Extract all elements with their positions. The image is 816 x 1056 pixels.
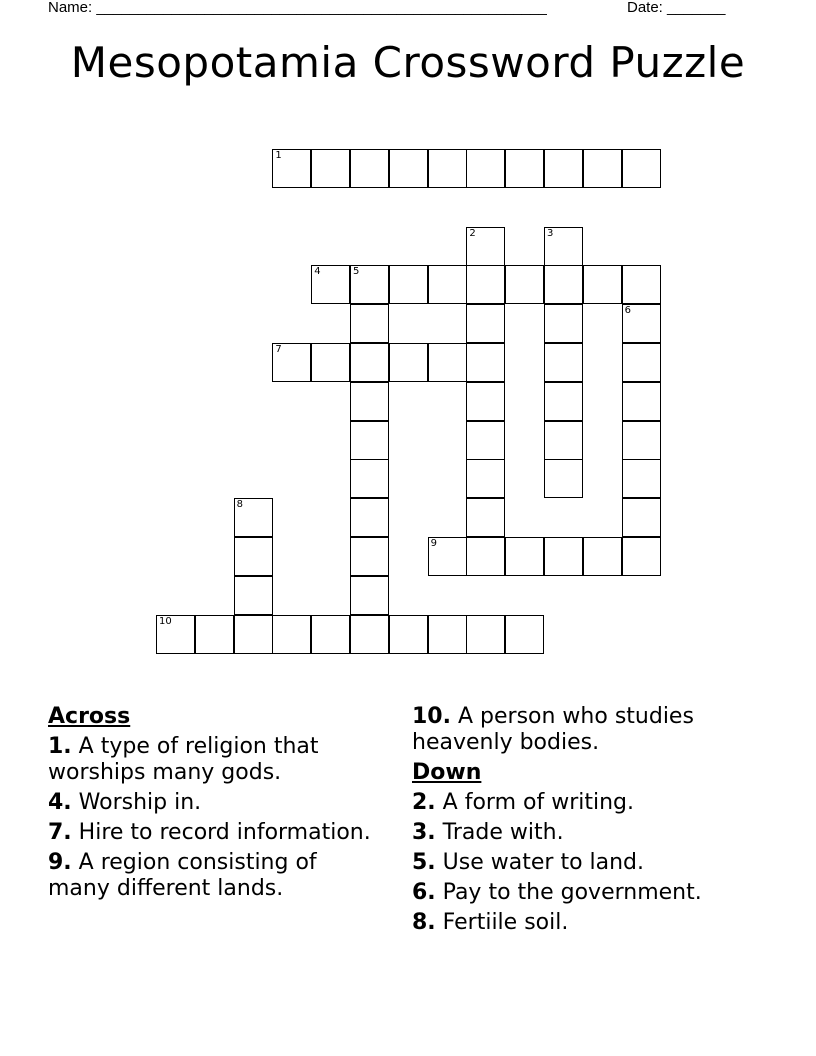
grid-cell[interactable]	[583, 265, 622, 304]
clue-across-9	[48, 850, 378, 902]
grid-cell[interactable]	[428, 265, 467, 304]
clues-left-column	[48, 704, 378, 902]
down-heading: Down	[412, 760, 482, 785]
grid-cell[interactable]	[234, 615, 273, 654]
date-line: Date: _______	[627, 0, 726, 16]
clue-across-7	[48, 820, 378, 846]
clue-text: Pay to the government.	[442, 880, 702, 905]
clue-down-3	[412, 820, 782, 846]
grid-cell[interactable]	[622, 304, 661, 343]
grid-cell[interactable]	[466, 459, 505, 498]
cell-number: 6	[624, 305, 631, 317]
grid-cell[interactable]	[622, 421, 661, 460]
grid-cell[interactable]	[350, 615, 389, 654]
grid-cell[interactable]	[428, 149, 467, 188]
clue-text: Fertiile soil.	[442, 910, 569, 935]
grid-cell[interactable]	[350, 304, 389, 343]
grid-cell[interactable]	[466, 537, 505, 576]
clue-number: 3.	[412, 820, 436, 845]
grid-cell[interactable]	[428, 615, 467, 654]
grid-cell[interactable]	[622, 382, 661, 421]
grid-cell[interactable]	[466, 382, 505, 421]
grid-cell[interactable]	[311, 343, 350, 382]
grid-cell[interactable]	[389, 615, 428, 654]
grid-cell[interactable]	[622, 265, 661, 304]
clue-text: Worship in.	[78, 790, 202, 815]
grid-cell[interactable]	[234, 537, 273, 576]
grid-cell[interactable]	[505, 265, 544, 304]
clue-number: 2.	[412, 790, 436, 815]
grid-cell[interactable]	[195, 615, 234, 654]
grid-cell[interactable]	[428, 343, 467, 382]
grid-cell[interactable]	[350, 343, 389, 382]
grid-cell[interactable]	[350, 498, 389, 537]
grid-cell[interactable]	[466, 265, 505, 304]
grid-cell[interactable]	[544, 459, 583, 498]
cell-number: 10	[159, 615, 172, 627]
grid-cell[interactable]	[622, 343, 661, 382]
grid-cell[interactable]	[311, 615, 350, 654]
grid-cell[interactable]	[466, 227, 505, 266]
grid-cell[interactable]	[389, 265, 428, 304]
grid-cell[interactable]	[505, 615, 544, 654]
grid-cell[interactable]	[544, 343, 583, 382]
clue-text: Use water to land.	[442, 850, 645, 875]
clue-number: 4.	[48, 790, 72, 815]
grid-cell[interactable]	[583, 537, 622, 576]
cell-number: 4	[314, 266, 321, 278]
clue-down-8	[412, 910, 782, 936]
grid-cell[interactable]	[350, 459, 389, 498]
clue-text: Hire to record information.	[78, 820, 371, 845]
cell-number: 9	[430, 538, 437, 549]
grid-cell[interactable]	[583, 149, 622, 188]
name-line: Name: ______________________________________________________	[48, 0, 547, 16]
grid-cell[interactable]	[544, 537, 583, 576]
clue-text: A form of writing.	[442, 790, 634, 815]
grid-cell[interactable]	[544, 149, 583, 188]
grid-cell[interactable]	[466, 304, 505, 343]
clues-right-column	[412, 704, 782, 936]
cell-number: 3	[547, 227, 554, 239]
clue-number: 10.	[412, 704, 451, 729]
clue-number: 6.	[412, 880, 436, 905]
grid-cell[interactable]	[311, 265, 350, 304]
clue-down-5	[412, 850, 782, 876]
grid-cell[interactable]	[622, 537, 661, 576]
grid-cell[interactable]	[156, 615, 195, 654]
grid-cell[interactable]	[272, 343, 311, 382]
grid-cell[interactable]	[389, 149, 428, 188]
clue-across-10	[412, 704, 782, 756]
grid-cell[interactable]	[466, 343, 505, 382]
grid-cell[interactable]	[622, 149, 661, 188]
grid-cell[interactable]	[389, 343, 428, 382]
grid-cell[interactable]	[544, 227, 583, 266]
clue-number: 1.	[48, 734, 72, 759]
cell-number: 7	[275, 344, 282, 355]
grid-cell[interactable]	[505, 149, 544, 188]
grid-cell[interactable]	[350, 265, 389, 304]
grid-cell[interactable]	[272, 149, 311, 188]
grid-cell[interactable]	[466, 149, 505, 188]
cell-number: 8	[236, 499, 243, 511]
clue-text: Trade with.	[442, 820, 564, 845]
grid-cell[interactable]	[350, 537, 389, 576]
across-heading: Across	[48, 704, 131, 729]
page-title: Mesopotamia Crossword Puzzle	[70, 38, 746, 87]
grid-cell[interactable]	[466, 615, 505, 654]
grid-cell[interactable]	[234, 576, 273, 615]
grid-cell[interactable]	[311, 149, 350, 188]
clue-text: A person who studies heavenly bodies.	[412, 704, 694, 755]
clue-text: A type of religion that worships many gods.	[48, 734, 319, 785]
grid-cell[interactable]	[544, 382, 583, 421]
clue-down-6	[412, 880, 782, 906]
grid-cell[interactable]	[466, 498, 505, 537]
grid-cell[interactable]	[505, 537, 544, 576]
grid-cell[interactable]	[544, 421, 583, 460]
grid-cell[interactable]	[350, 576, 389, 615]
grid-cell[interactable]	[234, 498, 273, 537]
clue-text: A region consisting of many different lands.	[48, 850, 317, 901]
grid-cell[interactable]	[350, 149, 389, 188]
grid-cell[interactable]	[350, 382, 389, 421]
clue-number: 8.	[412, 910, 436, 935]
grid-cell[interactable]	[544, 265, 583, 304]
clue-number: 9.	[48, 850, 72, 875]
grid-cell[interactable]	[622, 459, 661, 498]
grid-cell[interactable]	[428, 537, 467, 576]
clue-number: 7.	[48, 820, 72, 845]
grid-cell[interactable]	[466, 421, 505, 460]
cell-number: 1	[275, 150, 282, 161]
grid-cell[interactable]	[622, 498, 661, 537]
grid-cell[interactable]	[350, 421, 389, 460]
clue-across-4	[48, 790, 378, 816]
clue-number: 5.	[412, 850, 436, 875]
clue-across-1	[48, 734, 378, 786]
grid-cell[interactable]	[272, 615, 311, 654]
cell-number: 5	[353, 266, 360, 278]
grid-cell[interactable]	[544, 304, 583, 343]
clue-down-2	[412, 790, 782, 816]
cell-number: 2	[469, 227, 476, 239]
